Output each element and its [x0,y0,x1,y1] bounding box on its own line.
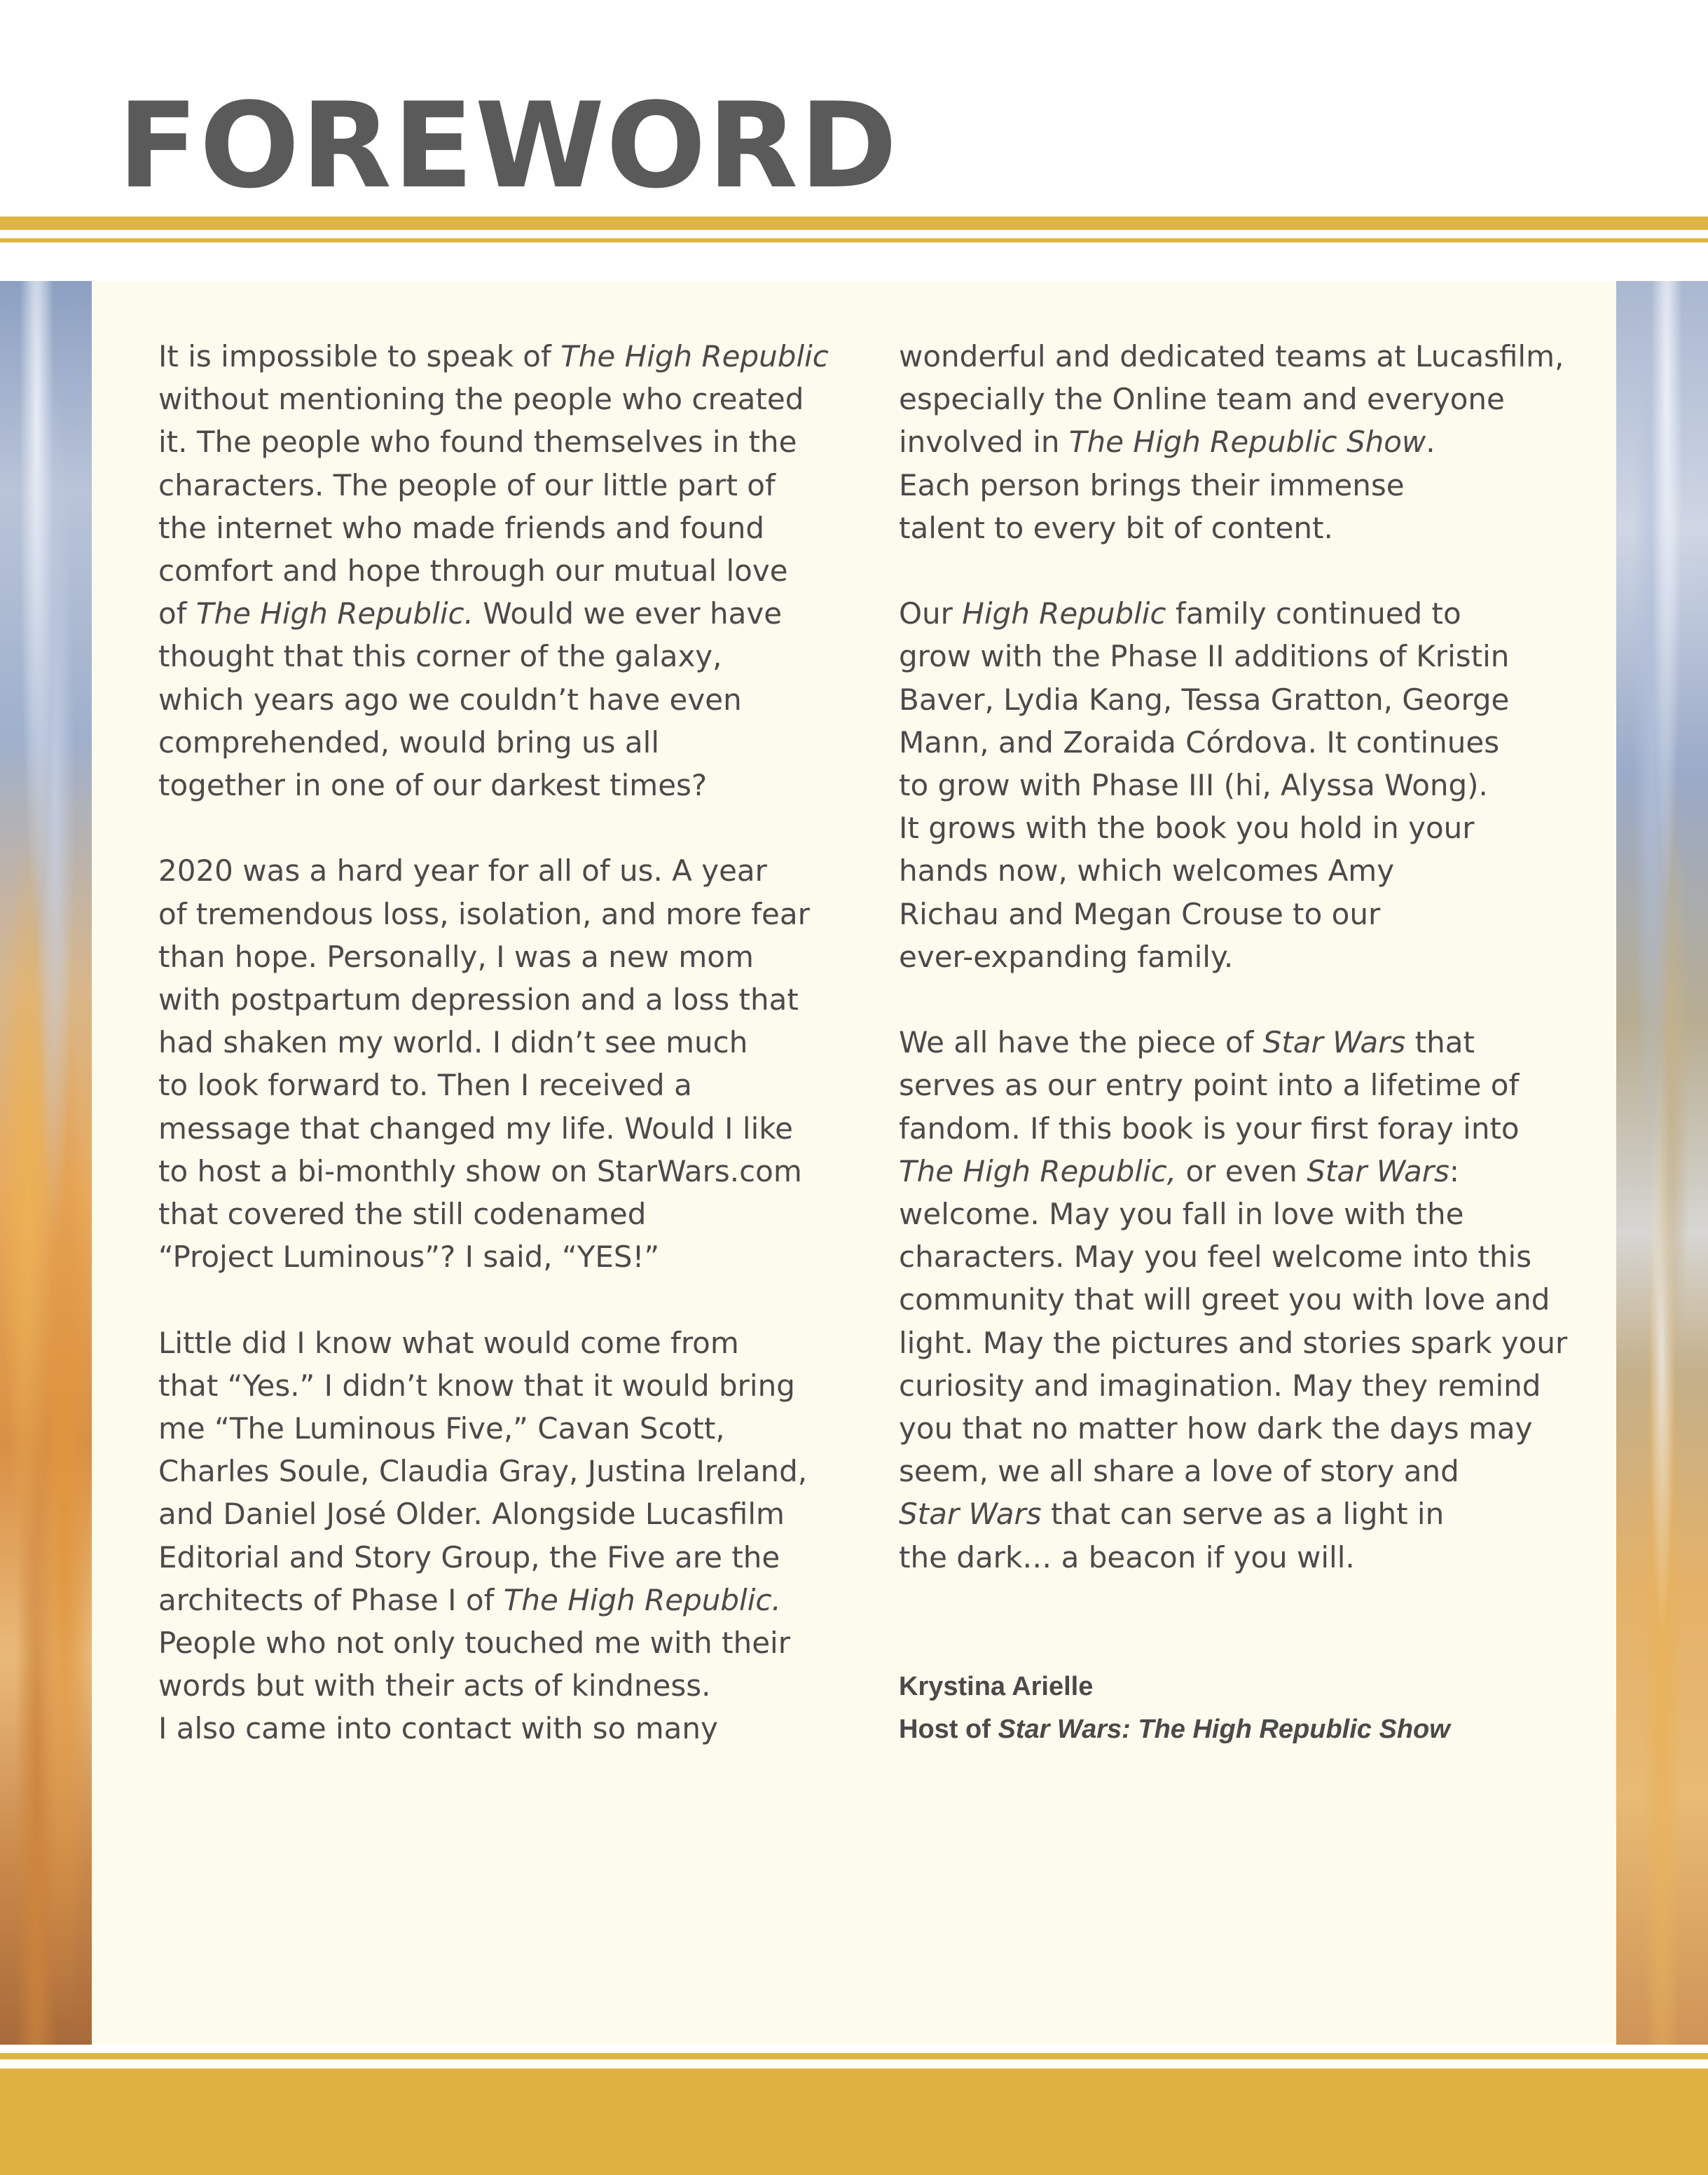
text-line [899,1021,1592,1064]
text-segment: it. The people who found themselves in the [158,425,797,460]
panel-notch [92,1892,107,1920]
text-segment: that “Yes.” I didn’t know that it would bring [158,1368,795,1403]
text-line [158,1322,852,1364]
right-text-column [899,335,1592,1579]
text-segment: characters. The people of our little part of [158,467,776,502]
text-line [899,335,1592,378]
text-segment: comfort and hope through our mutual love [158,554,788,589]
text-segment: light. May the pictures and stories spark your [899,1325,1568,1360]
text-line [899,420,1592,463]
text-segment: talent to every bit of content. [899,510,1333,545]
page-title: FOREWORD [118,77,899,214]
left-border-artwork [0,281,92,2045]
paragraph [899,592,1592,978]
panel-notch [1601,1892,1616,1920]
text-line [899,507,1592,549]
paragraph [899,335,1592,549]
footer-rule-thin [0,2053,1708,2059]
text-segment: : [1449,1153,1460,1188]
text-segment: together in one of our darkest times? [158,768,708,803]
text-segment: the internet who made friends and found [158,510,765,545]
text-segment: Would we ever have [473,596,783,631]
text-segment: 2020 was a hard year for all of us. A year [158,853,767,888]
italic-text: The High Republic Show [1068,425,1426,460]
text-segment: with postpartum depression and a loss that [158,982,799,1017]
signature-role [899,1708,1450,1751]
text-line [899,464,1592,507]
text-line [899,1536,1592,1579]
text-segment: of tremendous loss, isolation, and more fear [158,896,810,931]
text-line [158,1621,852,1664]
text-segment: which years ago we couldn’t have even [158,682,742,717]
paragraph [158,849,852,1278]
panel-notch [92,399,107,427]
text-segment: hands now, which welcomes Amy [899,853,1395,888]
text-segment: that covered the still codenamed [158,1197,647,1232]
header-rule-thin [0,238,1708,242]
text-line [899,1407,1592,1450]
italic-text: High Republic [962,596,1166,631]
text-segment: to look forward to. Then I received a [158,1068,692,1103]
italic-text: The High Republic. [503,1582,781,1617]
italic-text: The High Republic [560,339,829,373]
text-line [158,764,852,807]
text-line [158,978,852,1021]
text-line [899,764,1592,807]
text-line [158,1150,852,1193]
text-line [899,1107,1592,1150]
text-segment: had shaken my world. I didn’t see much [158,1025,748,1060]
text-segment: wonderful and dedicated teams at Lucasfilm, [899,339,1564,373]
text-line [158,1364,852,1407]
text-line [158,1536,852,1579]
text-segment: especially the Online team and everyone [899,382,1505,417]
text-segment: grow with the Phase II additions of Kristin [899,639,1510,674]
text-segment: that can serve as a light in [1041,1497,1445,1532]
italic-text: Star Wars [1262,1025,1406,1060]
text-segment: Richau and Megan Crouse to our [899,896,1381,931]
text-segment: Each person brings their immense [899,467,1405,502]
text-segment: “Project Luminous”? I said, “YES!” [158,1240,660,1275]
text-line [899,893,1592,935]
text-line [899,849,1592,892]
text-segment: Baver, Lydia Kang, Tessa Gratton, George [899,682,1510,717]
text-line [158,378,852,420]
text-line [899,678,1592,721]
text-segment: We all have the piece of [899,1025,1263,1060]
text-line [158,1579,852,1621]
text-line [899,1193,1592,1235]
text-line [899,721,1592,764]
text-segment: Mann, and Zoraida Córdova. It continues [899,725,1500,760]
text-segment: Little did I know what would come from [158,1325,739,1360]
text-segment: involved in [899,425,1069,460]
text-segment: you that no matter how dark the days may [899,1411,1533,1446]
text-line [899,807,1592,849]
paragraph [158,335,852,807]
italic-text: Star Wars [1307,1153,1449,1188]
right-border-artwork [1616,281,1708,2045]
text-line [158,635,852,678]
text-segment: People who not only touched me with their [158,1626,790,1661]
text-line [158,1407,852,1450]
text-line [158,1664,852,1707]
text-segment: that [1405,1025,1475,1060]
signature-role-prefix: Host of [899,1715,998,1744]
italic-text: The High Republic, [899,1153,1177,1188]
text-segment: seem, we all share a love of story and [899,1454,1459,1489]
text-line [899,635,1592,678]
header-rule-thick [0,217,1708,230]
text-segment: It grows with the book you hold in your [899,811,1475,846]
text-line [158,678,852,721]
text-line [158,1707,852,1750]
text-line [899,935,1592,978]
text-segment: without mentioning the people who created [158,382,804,417]
paragraph [158,1322,852,1750]
text-line [899,1322,1592,1364]
paragraph [899,1021,1592,1579]
text-line [158,592,852,635]
text-segment: than hope. Personally, I was a new mom [158,939,754,974]
text-segment: to grow with Phase III (hi, Alyssa Wong). [899,768,1488,803]
text-line [899,1150,1592,1193]
text-line [158,464,852,507]
text-segment: fandom. If this book is your first foray into [899,1111,1520,1146]
text-segment: Charles Soule, Claudia Gray, Justina Ireland, [158,1454,808,1489]
text-segment: characters. May you feel welcome into this [899,1240,1532,1275]
text-segment: ever-expanding family. [899,939,1234,974]
text-segment: or even [1176,1153,1307,1188]
italic-text: Star Wars [899,1497,1042,1532]
text-segment: of [158,596,196,631]
panel-notch [1601,399,1616,427]
text-segment: comprehended, would bring us all [158,725,659,760]
text-segment: It is impossible to speak of [158,339,561,373]
text-line [158,507,852,549]
text-segment: Our [899,596,963,631]
text-line [158,1107,852,1150]
text-segment: message that changed my life. Would I like [158,1111,793,1146]
italic-text: The High Republic. [195,596,474,631]
text-segment: serves as our entry point into a lifetime of [899,1068,1520,1103]
text-segment: curiosity and imagination. May they remind [899,1368,1541,1403]
text-line [158,1450,852,1493]
text-line [899,1493,1592,1535]
text-line [158,335,852,378]
text-line [158,549,852,592]
text-segment: the dark… a beacon if you will. [899,1539,1355,1574]
text-segment: family continued to [1166,596,1461,631]
text-line [158,1493,852,1535]
text-line [158,1193,852,1235]
text-line [899,378,1592,420]
text-line [158,935,852,978]
text-line [158,1235,852,1278]
text-segment: Editorial and Story Group, the Five are the [158,1539,780,1574]
text-segment: words but with their acts of kindness. [158,1668,711,1703]
text-line [158,893,852,935]
text-segment: . [1426,425,1435,460]
text-line [158,721,852,764]
text-segment: welcome. May you fall in love with the [899,1197,1464,1232]
text-segment: me “The Luminous Five,” Cavan Scott, [158,1411,725,1446]
text-segment: and Daniel José Older. Alongside Lucasfilm [158,1497,785,1532]
text-line [899,1064,1592,1106]
text-line [158,1064,852,1106]
text-line [899,1235,1592,1278]
text-line [899,1450,1592,1493]
left-text-column [158,335,852,1750]
text-segment: community that will greet you with love and [899,1282,1550,1317]
text-segment: architects of Phase I of [158,1582,504,1617]
signature-name: Krystina Arielle [899,1672,1094,1701]
text-segment: to host a bi-monthly show on StarWars.com [158,1153,802,1188]
text-line [899,1364,1592,1407]
text-line [899,592,1592,635]
text-line [158,849,852,892]
text-line [158,420,852,463]
footer-band [0,2068,1708,2175]
signature-block [899,1666,1450,1751]
text-line [899,1278,1592,1321]
signature-role-title: Star Wars: The High Republic Show [998,1715,1450,1744]
text-segment: I also came into contact with so many [158,1711,718,1746]
text-segment: thought that this corner of the galaxy, [158,639,722,674]
text-line [158,1021,852,1064]
